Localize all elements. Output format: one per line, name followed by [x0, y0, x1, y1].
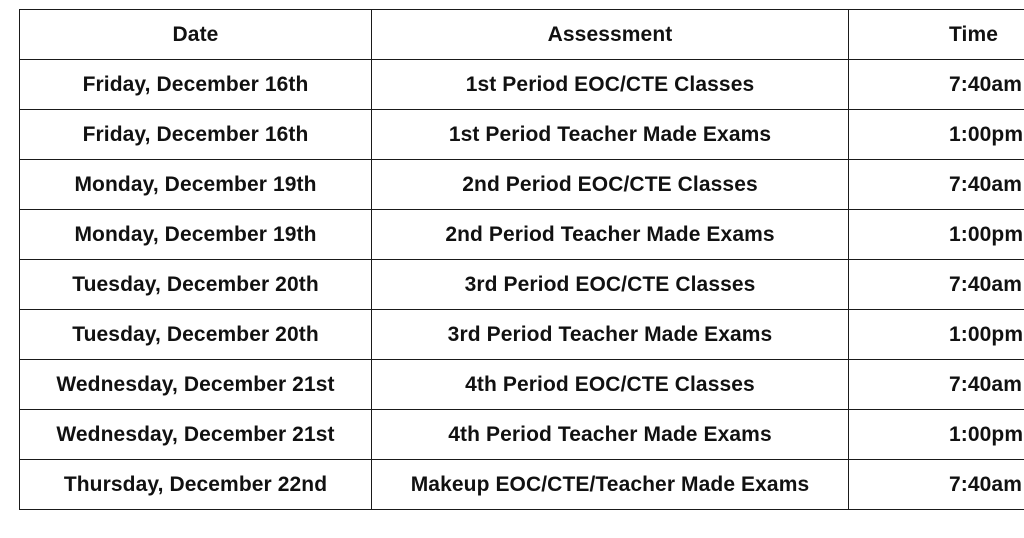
assessment-cell: Makeup EOC/CTE/Teacher Made Exams — [372, 460, 849, 510]
date-cell: Tuesday, December 20th — [20, 260, 372, 310]
table-row — [20, 360, 1024, 410]
assessment-cell: 3rd Period Teacher Made Exams — [372, 310, 849, 360]
time-cell: 7:40am — [849, 160, 1024, 210]
table-row — [20, 260, 1024, 310]
exam-schedule — [19, 9, 1024, 510]
assessment-cell: 1st Period Teacher Made Exams — [372, 110, 849, 160]
table-row — [20, 310, 1024, 360]
table-row — [20, 410, 1024, 460]
table-row — [20, 60, 1024, 110]
table-row — [20, 460, 1024, 510]
time-cell: 7:40am — [849, 460, 1024, 510]
exam-schedule-table — [19, 9, 1024, 510]
time-cell: 7:40am — [849, 260, 1024, 310]
time-cell: 7:40am — [849, 60, 1024, 110]
date-cell: Wednesday, December 21st — [20, 410, 372, 460]
table-row — [20, 210, 1024, 260]
time-cell: 1:00pm — [849, 210, 1024, 260]
assessment-cell: 2nd Period EOC/CTE Classes — [372, 160, 849, 210]
table-header-row — [20, 10, 1024, 60]
date-cell: Friday, December 16th — [20, 60, 372, 110]
column-header-time: Time — [849, 10, 1024, 60]
date-cell: Tuesday, December 20th — [20, 310, 372, 360]
assessment-cell: 4th Period EOC/CTE Classes — [372, 360, 849, 410]
date-cell: Friday, December 16th — [20, 110, 372, 160]
table-row — [20, 160, 1024, 210]
column-header-assessment: Assessment — [372, 10, 849, 60]
date-cell: Thursday, December 22nd — [20, 460, 372, 510]
time-cell: 7:40am — [849, 360, 1024, 410]
assessment-cell: 2nd Period Teacher Made Exams — [372, 210, 849, 260]
assessment-cell: 4th Period Teacher Made Exams — [372, 410, 849, 460]
time-cell: 1:00pm — [849, 110, 1024, 160]
date-cell: Monday, December 19th — [20, 210, 372, 260]
assessment-cell: 3rd Period EOC/CTE Classes — [372, 260, 849, 310]
time-cell: 1:00pm — [849, 410, 1024, 460]
table-row — [20, 110, 1024, 160]
time-cell: 1:00pm — [849, 310, 1024, 360]
date-cell: Wednesday, December 21st — [20, 360, 372, 410]
assessment-cell: 1st Period EOC/CTE Classes — [372, 60, 849, 110]
column-header-date: Date — [20, 10, 372, 60]
date-cell: Monday, December 19th — [20, 160, 372, 210]
